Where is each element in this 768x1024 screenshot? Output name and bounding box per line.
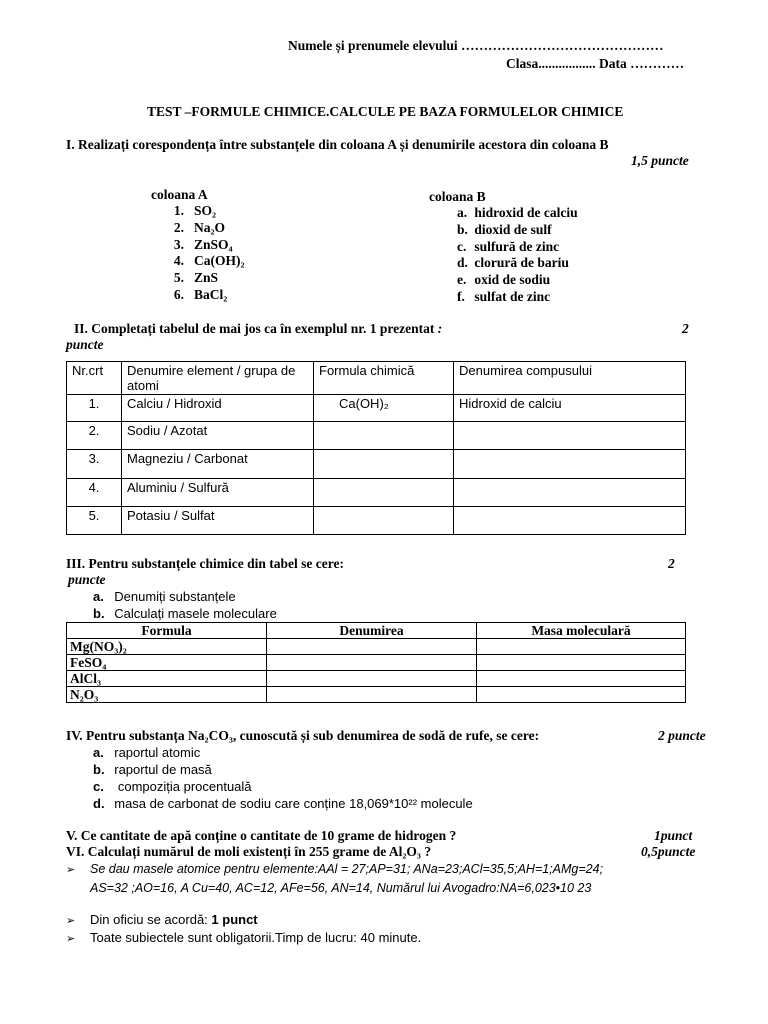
table-header: Denumire element / grupa de atomi: [122, 362, 314, 395]
table-header-row: [67, 362, 686, 395]
name-cell[interactable]: [267, 655, 477, 671]
arrow-bullet-icon: ➢: [66, 914, 76, 927]
element-name-cell: Potasiu / Sulfat: [122, 507, 314, 535]
rules-note: ➢ Toate subiectele sunt obligatorii.Timp de lucru: 40 minute.: [66, 930, 422, 945]
list-item: b. dioxid de sulf: [457, 221, 552, 237]
table-header-row: [67, 623, 686, 639]
formula-cell[interactable]: [314, 422, 454, 450]
q1-text: I. Realizați corespondența între substanțele din coloana A și denumirile acestora din coloana B: [66, 137, 609, 152]
list-item: 1. SO₂: [173, 203, 217, 218]
office-points-note: ➢ Din oficiu se acordă: 1 punct: [66, 912, 258, 927]
molar-mass-cell[interactable]: [477, 639, 686, 655]
table-row: [67, 687, 686, 703]
compound-name-cell[interactable]: [454, 450, 686, 479]
q3-text: III. Pentru substanțele chimice din tabel se cere:: [66, 556, 344, 571]
molar-mass-cell[interactable]: [477, 671, 686, 687]
element-name-cell: Sodiu / Azotat: [122, 422, 314, 450]
q3-points-number: 2: [668, 556, 675, 571]
table-row: [67, 671, 686, 687]
q1-column-a-list: [162, 203, 245, 304]
table-header: Masa moleculară: [477, 623, 686, 639]
arrow-bullet-icon: ➢: [66, 863, 76, 876]
list-item: c. sulfură de zinc: [457, 238, 560, 254]
formula-cell: AlCl₃: [67, 671, 267, 687]
table-row: [67, 395, 686, 422]
table-header: Nr.crt: [67, 362, 122, 395]
student-name-line: Numele și prenumele elevului ………………………………………: [288, 38, 664, 53]
table-row: [67, 655, 686, 671]
row-number: 2.: [67, 422, 122, 450]
q1-column-b-title: coloana B: [429, 189, 486, 204]
list-item: f. sulfat de zinc: [457, 288, 551, 304]
table-row: [67, 507, 686, 535]
atomic-masses-line-1: Se dau masele atomice pentru elemente:AAl = 27;AP=31; ANa=23;ACl=35,5;AH=1;AMg=24;: [90, 862, 604, 876]
list-item: 3. ZnSO₄: [173, 236, 233, 252]
table-row: [67, 422, 686, 450]
name-cell[interactable]: [267, 671, 477, 687]
q2-table: [66, 361, 686, 535]
row-number: 4.: [67, 479, 122, 507]
atomic-masses-line-2: AS=32 ;AO=16, A Cu=40, AC=12, AFe=56, AN=14, Numărul lui Avogadro:NA=6,023•10 23: [90, 881, 592, 895]
list-item: a. hidroxid de calciu: [457, 205, 578, 220]
arrow-bullet-icon: ➢: [66, 932, 76, 945]
formula-cell[interactable]: [314, 450, 454, 479]
test-title: TEST –FORMULE CHIMICE.CALCULE PE BAZA FORMULELOR CHIMICE: [147, 104, 624, 119]
compound-name-cell[interactable]: [454, 507, 686, 535]
q4-task-list: [93, 744, 473, 812]
table-row: [67, 479, 686, 507]
class-date-line: Clasa................. Data …………: [506, 56, 685, 71]
q3-table: [66, 622, 686, 703]
q5-points: 1punct: [654, 828, 693, 843]
table-header: Denumirea: [267, 623, 477, 639]
formula-cell: N₂O₃: [67, 687, 267, 703]
compound-name-cell: Hidroxid de calciu: [454, 395, 686, 422]
q4-text: IV. Pentru substanța Na₂CO₃, cunoscută și sub denumirea de sodă de rufe, se cere:: [66, 728, 540, 743]
molar-mass-cell[interactable]: [477, 687, 686, 703]
q1-column-b-list: [457, 205, 578, 306]
table-header: Formula: [67, 623, 267, 639]
formula-cell[interactable]: [314, 507, 454, 535]
q2-points-number: 2: [682, 321, 689, 336]
q2-points-word: puncte: [66, 337, 104, 352]
list-item: b. Calculați masele moleculare: [93, 606, 277, 621]
q3-points-word: puncte: [68, 572, 106, 587]
q3-task-list: [93, 588, 277, 622]
compound-name-cell[interactable]: [454, 479, 686, 507]
list-item: 5. ZnS: [173, 270, 219, 286]
name-cell[interactable]: [267, 687, 477, 703]
atomic-masses-note: [66, 860, 603, 897]
table-header: Formula chimică: [314, 362, 454, 395]
row-number: 3.: [67, 450, 122, 479]
row-number: 1.: [67, 395, 122, 422]
table-header: Denumirea compusului: [454, 362, 686, 395]
formula-cell: FeSO₄: [67, 655, 267, 671]
table-row: [67, 450, 686, 479]
list-item: d. masa de carbonat de sodiu care conține 18,069*10²² molecule: [93, 796, 473, 811]
list-item: a. Denumiți substanțele: [93, 589, 236, 604]
list-item: d. clorură de bariu: [457, 255, 569, 271]
list-item: b. raportul de masă: [93, 762, 212, 777]
name-cell[interactable]: [267, 639, 477, 655]
q6-points: 0,5puncte: [641, 844, 696, 859]
compound-name-cell[interactable]: [454, 422, 686, 450]
list-item: 4. Ca(OH)₂: [173, 253, 245, 269]
formula-cell: Mg(NO₃)₂: [67, 639, 267, 655]
q2-text: II. Completați tabelul de mai jos ca în exemplul nr. 1 prezentat :: [74, 321, 443, 336]
list-item: 2. Na₂O: [173, 219, 226, 235]
element-name-cell: Calciu / Hidroxid: [122, 395, 314, 422]
list-item: c. compoziția procentuală: [93, 779, 252, 794]
element-name-cell: Magneziu / Carbonat: [122, 450, 314, 479]
row-number: 5.: [67, 507, 122, 535]
formula-cell[interactable]: [314, 479, 454, 507]
list-item: 6. BaCl₂: [173, 286, 228, 302]
q1-column-a-title: coloana A: [151, 187, 208, 202]
q1-points: 1,5 puncte: [631, 153, 689, 168]
list-item: a. raportul atomic: [93, 745, 201, 760]
table-row: [67, 639, 686, 655]
formula-cell: Ca(OH)₂: [314, 395, 454, 422]
list-item: e. oxid de sodiu: [457, 272, 551, 288]
q4-points: 2 puncte: [658, 728, 706, 743]
q5-text: V. Ce cantitate de apă conține o cantitate de 10 grame de hidrogen ?: [66, 828, 457, 843]
element-name-cell: Aluminiu / Sulfură: [122, 479, 314, 507]
molar-mass-cell[interactable]: [477, 655, 686, 671]
q6-text: VI. Calculați numărul de moli existenți în 255 grame de Al₂O₃ ?: [66, 844, 432, 859]
